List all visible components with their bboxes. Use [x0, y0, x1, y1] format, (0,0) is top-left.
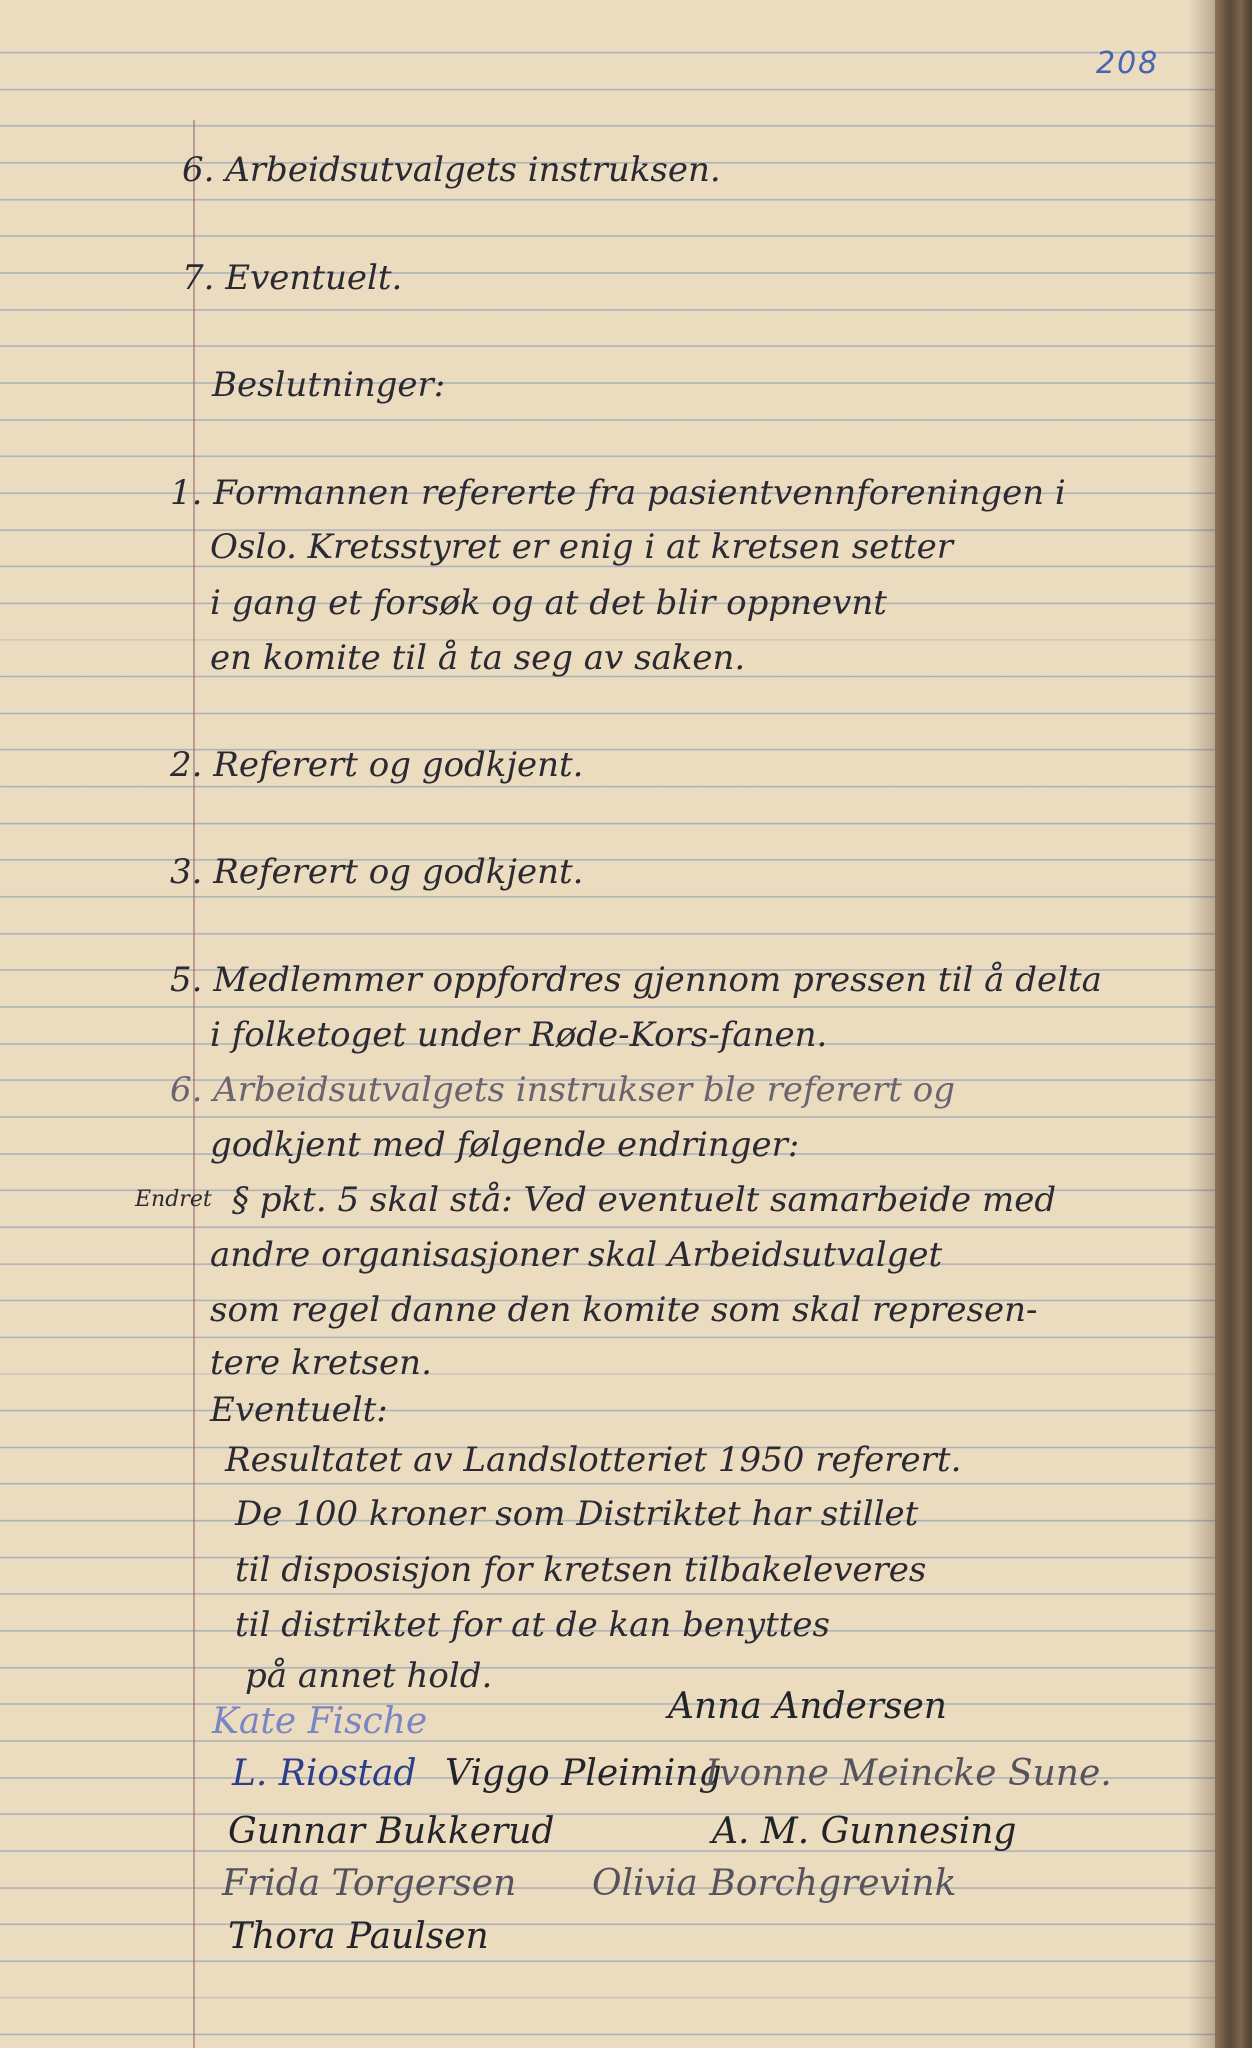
margin-note: Endret	[135, 1187, 212, 1212]
signature-gunnar-bukkerud: Gunnar Bukkerud	[228, 1811, 555, 1852]
resolution-5-line-1: 5. Medlemmer oppfordres gjennom pressen til å delta	[170, 960, 1102, 1000]
aob-line-3: til disposisjon for kretsen tilbakeleveres	[235, 1550, 927, 1590]
page-number: 208	[1096, 46, 1160, 81]
resolution-1-line-1: 1. Formannen refererte fra pasientvennforeningen i	[170, 473, 1066, 513]
signature-ivonne-meincke-sune: Ivonne Meincke Sune.	[705, 1753, 1112, 1794]
resolution-1-line-4: en komite til å ta seg av saken.	[210, 638, 746, 678]
resolution-2: 2. Referert og godkjent.	[170, 745, 584, 785]
book-binding	[1215, 0, 1252, 2048]
signature-frida-torgersen: Frida Torgersen	[222, 1863, 517, 1904]
amendment-line-4: tere kretsen.	[210, 1343, 432, 1383]
resolution-1-line-3: i gang et forsøk og at det blir oppnevnt	[210, 583, 887, 623]
signature-l-riostad: L. Riostad	[232, 1753, 417, 1794]
signature-viggo-pleiming: Viggo Pleiming	[445, 1753, 722, 1794]
resolution-6-line-2: godkjent med følgende endringer:	[210, 1125, 800, 1165]
signature-a-m-gunnesing: A. M. Gunnesing	[712, 1811, 1017, 1852]
aob-line-5: på annet hold.	[245, 1656, 493, 1696]
page-shadow	[1188, 0, 1216, 2048]
aob-line-1: Resultatet av Landslotteriet 1950 referert.	[225, 1440, 962, 1480]
resolution-5-line-2: i folketoget under Røde-Kors-fanen.	[210, 1015, 828, 1055]
agenda-item-6: 6. Arbeidsutvalgets instruksen.	[182, 150, 721, 190]
amendment-line-3: som regel danne den komite som skal represen-	[210, 1290, 1038, 1330]
resolution-6-line-1: 6. Arbeidsutvalgets instrukser ble referert og	[170, 1070, 955, 1110]
aob-line-4: til distriktet for at de kan benyttes	[235, 1605, 830, 1645]
resolution-3: 3. Referert og godkjent.	[170, 852, 584, 892]
amendment-line-2: andre organisasjoner skal Arbeidsutvalget	[210, 1235, 943, 1275]
signature-anna-andersen: Anna Andersen	[668, 1686, 947, 1727]
signature-thora-paulsen: Thora Paulsen	[228, 1916, 489, 1957]
amendment-line-1: § pkt. 5 skal stå: Ved eventuelt samarbeide med	[232, 1180, 1057, 1220]
any-other-business-heading: Eventuelt:	[210, 1390, 388, 1430]
agenda-item-7: 7. Eventuelt.	[182, 258, 403, 298]
resolution-1-line-2: Oslo. Kretsstyret er enig i at kretsen setter	[210, 527, 953, 567]
signature-olivia-borchgrevink: Olivia Borchgrevink	[592, 1863, 957, 1904]
resolutions-heading: Beslutninger:	[212, 365, 446, 405]
signature-kate-fische: Kate Fische	[212, 1701, 428, 1742]
aob-line-2: De 100 kroner som Distriktet har stillet	[235, 1494, 919, 1534]
